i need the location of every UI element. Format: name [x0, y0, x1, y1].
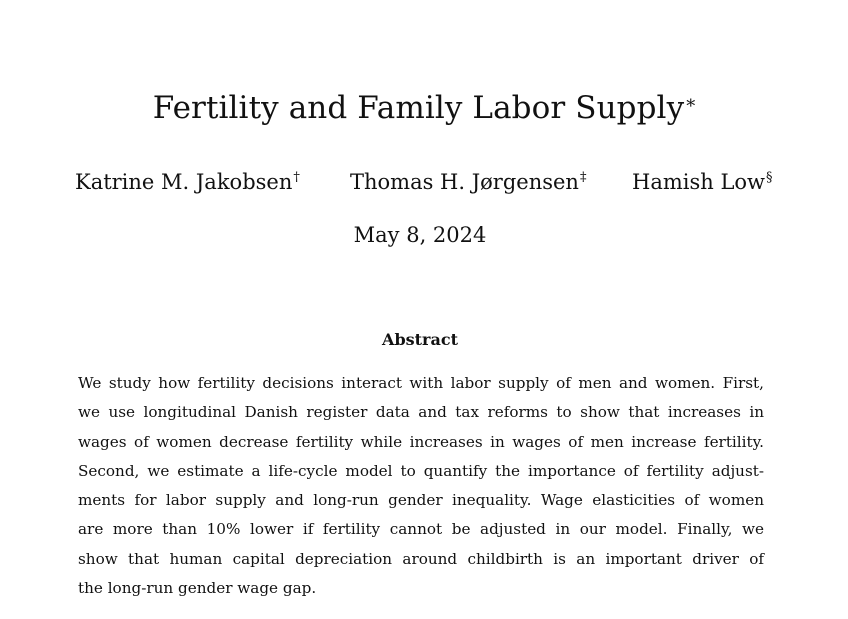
abstract-line: ments for labor supply and long-run gender inequality. Wage elasticities of women	[78, 491, 764, 510]
abstract-line: the long-run gender wage gap.	[78, 579, 317, 598]
author-3	[632, 166, 773, 202]
abstract-line: show that human capital depreciation around childbirth is an important driver of	[78, 549, 764, 568]
abstract-body	[78, 369, 764, 603]
title-footnote-mark: *	[686, 96, 696, 117]
abstract-line: We study how fertility decisions interact with labor supply of men and women. First,	[78, 374, 764, 392]
abstract-line: we use longitudinal Danish register data and tax reforms to show that increases in	[78, 403, 764, 422]
abstract-heading: Abstract	[382, 330, 458, 349]
abstract-line: wages of women decrease fertility while increases in wages of men increase fertility.	[78, 432, 764, 451]
abstract-line: Second, we estimate a life-cycle model to quantify the importance of fertility adjust-	[78, 461, 764, 480]
abstract-line: are more than 10% lower if fertility cannot be adjusted in our model. Finally, we	[78, 520, 764, 539]
author-name: Hamish Low	[632, 170, 766, 194]
paper-title-text: Fertility and Family Labor Supply	[152, 90, 685, 126]
author-name: Katrine M. Jakobsen	[75, 170, 293, 194]
author-2	[350, 166, 586, 202]
paper-title	[0, 88, 848, 133]
author-footnote-mark: §	[766, 170, 773, 185]
author-1	[75, 166, 300, 202]
author-name: Thomas H. Jørgensen	[350, 170, 579, 194]
author-footnote-mark: ‡	[579, 170, 587, 185]
paper-date: May 8, 2024	[353, 223, 487, 247]
author-list	[0, 166, 848, 198]
author-footnote-mark: †	[293, 170, 300, 185]
